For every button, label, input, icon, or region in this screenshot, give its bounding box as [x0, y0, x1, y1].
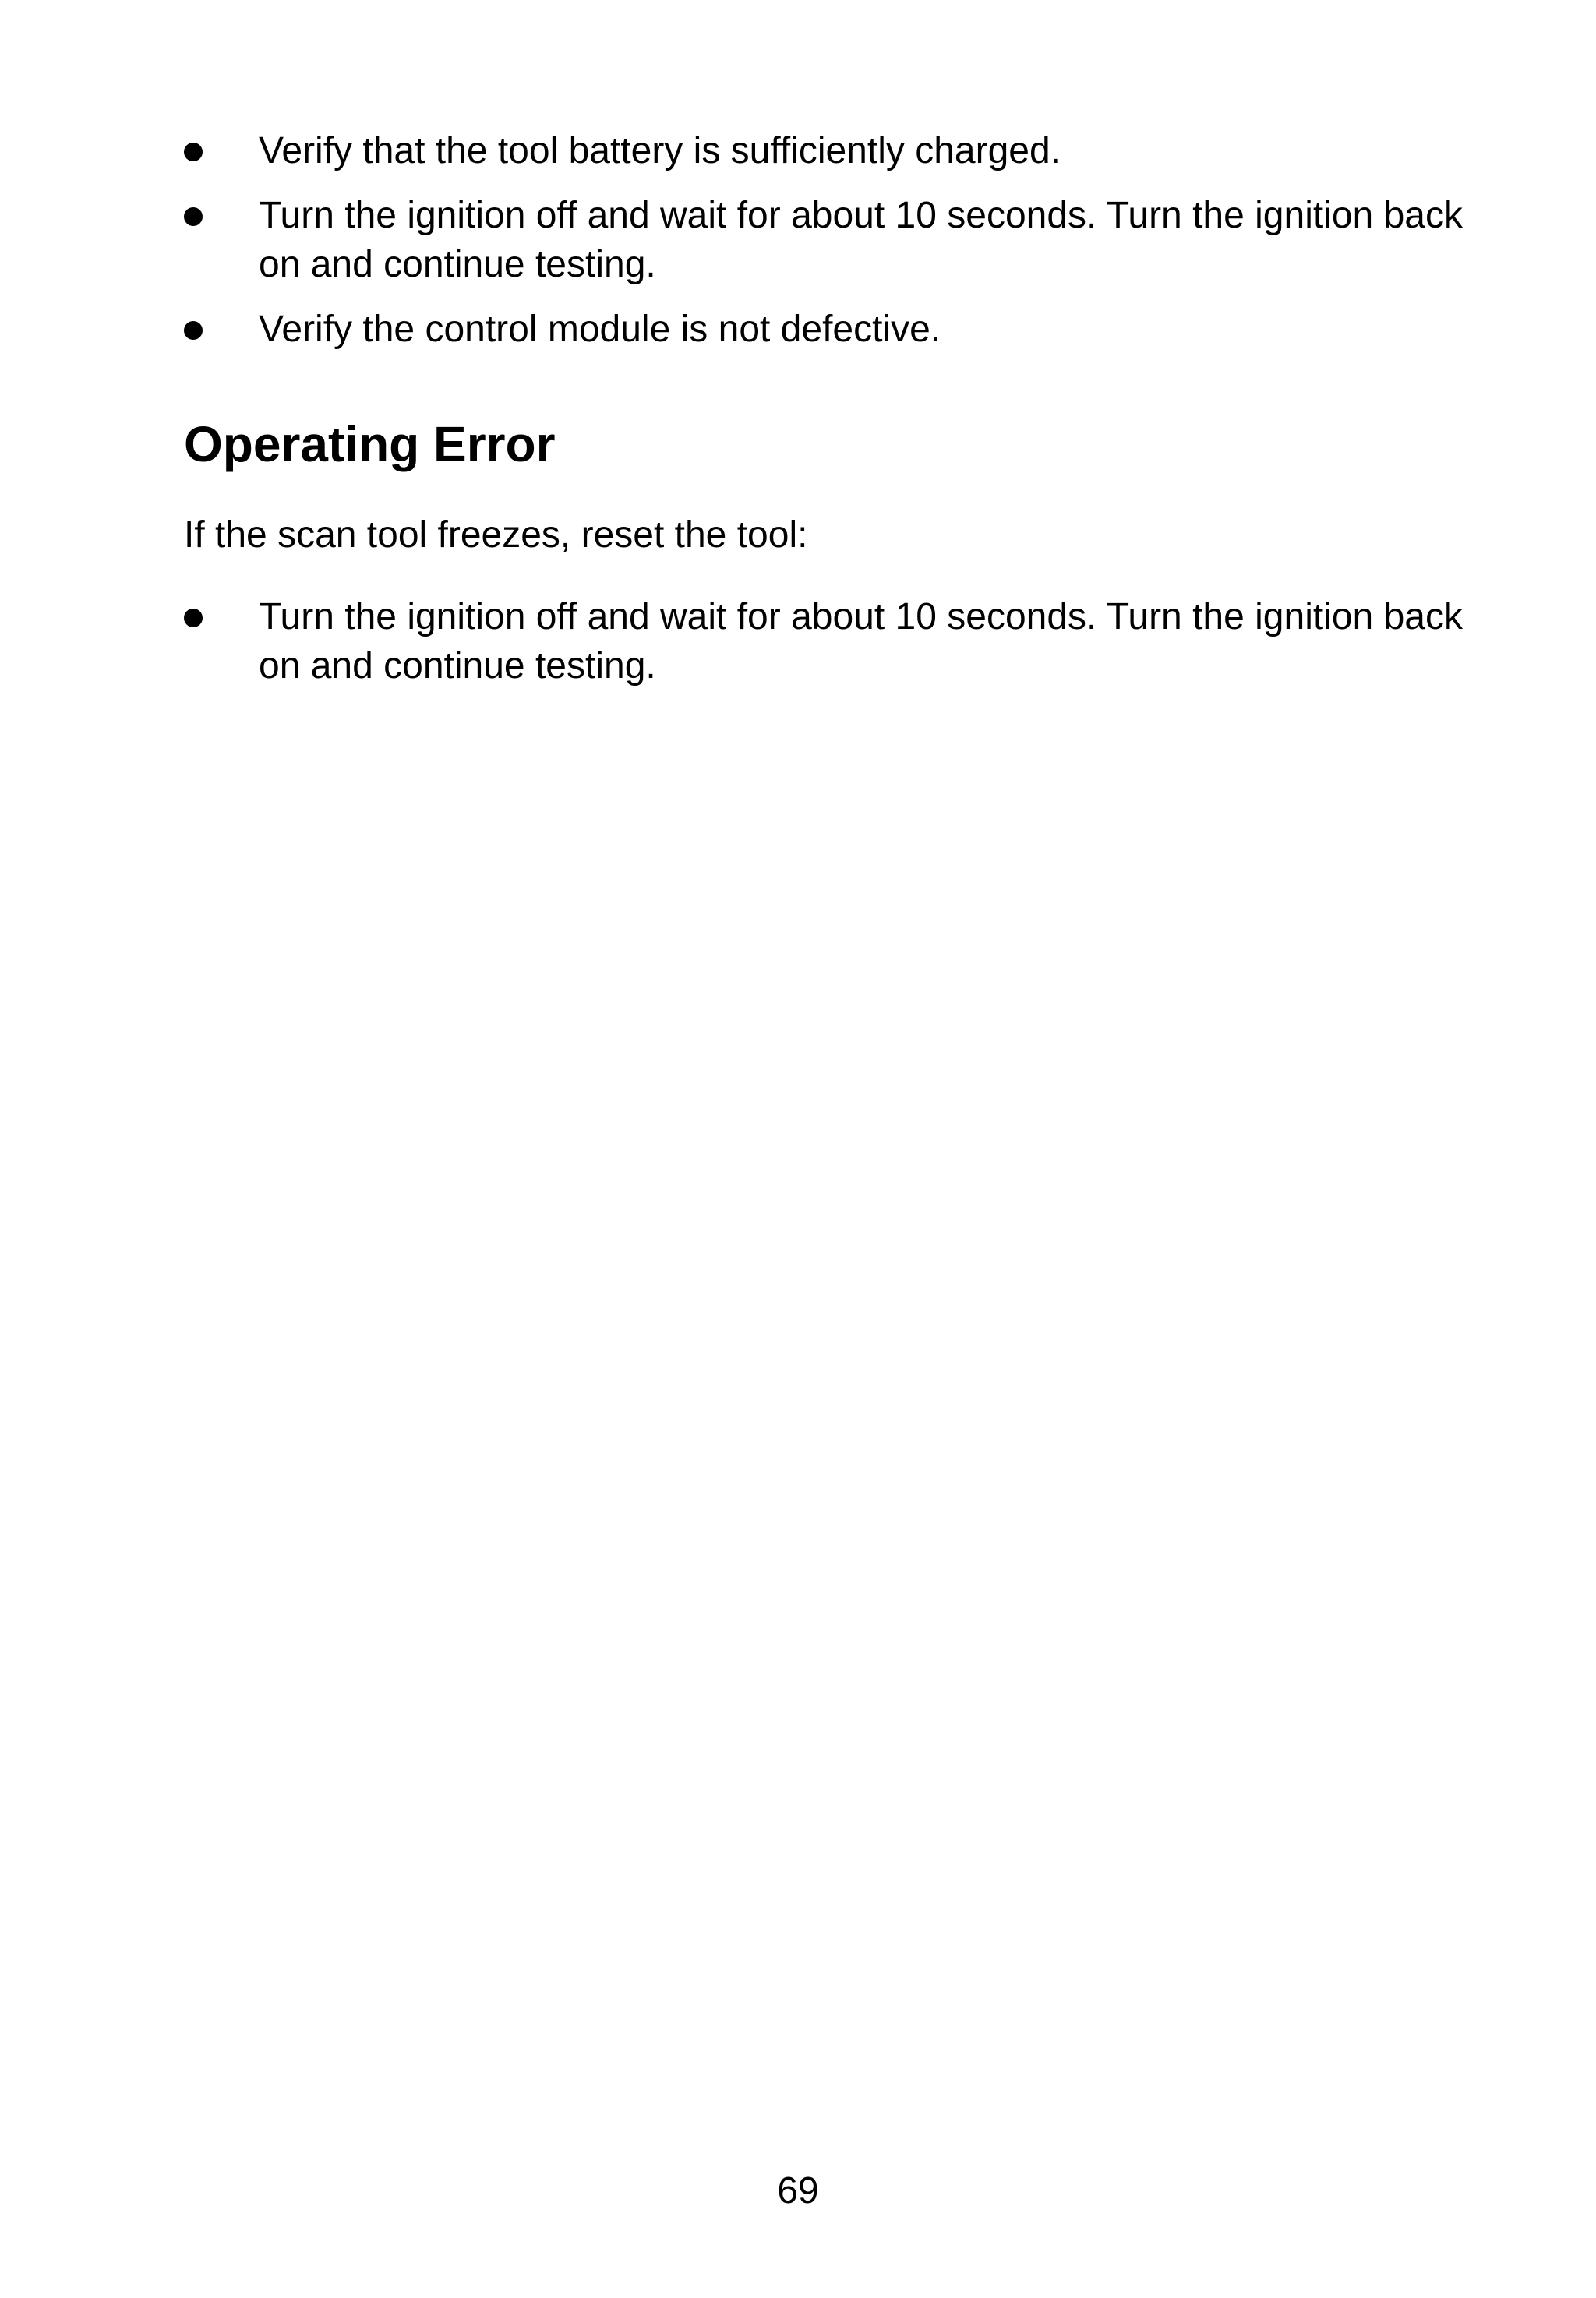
reset-steps-list	[184, 592, 1509, 706]
list-item-text: Verify the control module is not defective.	[259, 309, 941, 350]
troubleshooting-list	[184, 126, 1509, 369]
list-item	[184, 305, 1509, 354]
bullet-icon	[184, 207, 203, 226]
list-item	[184, 191, 1509, 289]
list-item	[184, 126, 1509, 175]
list-item-text: Verify that the tool battery is sufficiently charged.	[259, 130, 1061, 171]
list-item-text: Turn the ignition off and wait for about 10 seconds. Turn the ignition back on and continue testing.	[259, 596, 1463, 687]
bullet-icon	[184, 321, 203, 340]
page-number: 69	[777, 2170, 819, 2212]
section-intro: If the scan tool freezes, reset the tool:	[184, 514, 808, 556]
list-item	[184, 592, 1509, 690]
bullet-icon	[184, 143, 203, 161]
section-heading: Operating Error	[184, 416, 556, 472]
bullet-icon	[184, 609, 203, 627]
list-item-text: Turn the ignition off and wait for about 10 seconds. Turn the ignition back on and continue testing.	[259, 195, 1463, 285]
